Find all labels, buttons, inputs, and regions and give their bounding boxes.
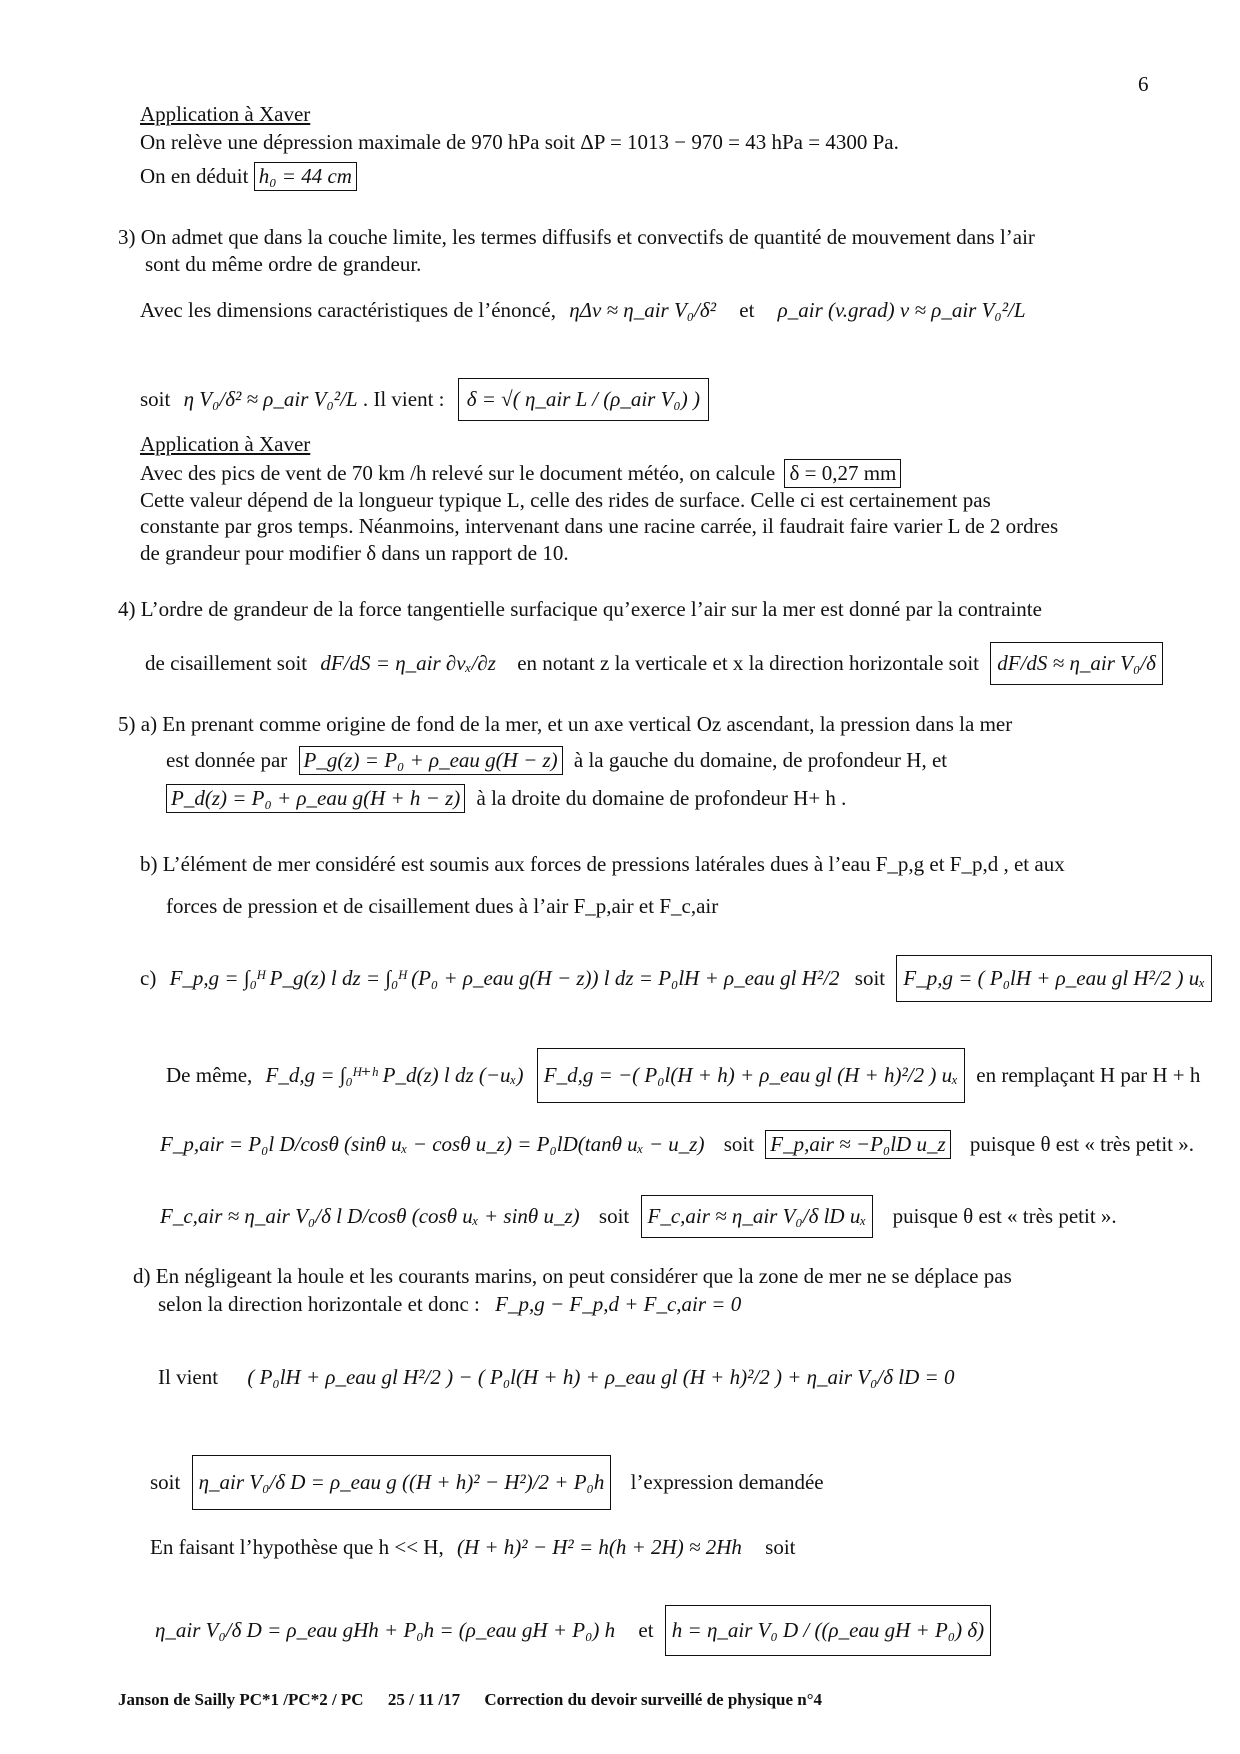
pg-box: P_g(z) = P₀ + ρ_eau g(H − z) <box>299 746 563 775</box>
fdg-result-box: F_d,g = −( P₀l(H + h) + ρ_eau gl (H + h)²/2 ) uₓ <box>537 1048 965 1103</box>
q5b-line2: forces de pression et de cisaillement dues à l’air F_p,air et F_c,air <box>166 894 719 918</box>
h0-result-box: h₀ = 44 cm <box>254 162 357 191</box>
final-equation: η_air V₀/δ D = ρ_eau gHh + P₀h = (ρ_eau gH + P₀) h <box>155 1618 616 1642</box>
delta-value-box: δ = 0,27 mm <box>784 459 901 488</box>
q5d-line2-a: selon la direction horizontale et donc : <box>158 1292 480 1316</box>
q5c-demem-label: De même, <box>166 1063 253 1087</box>
section-heading-xaver-2: Application à Xaver <box>140 432 311 456</box>
expression-result-box: η_air V₀/δ D = ρ_eau g ((H + h)² − H²)/2 + P₀h <box>192 1455 612 1510</box>
q4-stress-equation: dF/dS = η_air ∂vₓ/∂z <box>320 651 496 675</box>
hypothesis-equation: (H + h)² − H² = h(h + 2H) ≈ 2Hh <box>456 1535 742 1559</box>
xaver-2-line1: Avec des pics de vent de 70 km /h relevé sur le document météo, on calcule <box>140 461 776 485</box>
delta-result-box: δ = √( η_air L / (ρ_air V₀) ) <box>458 378 709 421</box>
q3-convective-term: ρ_air (v.grad) v ≈ ρ_air V₀²/L <box>777 298 1026 322</box>
fpair-result-box: F_p,air ≈ −P₀lD u_z <box>765 1130 950 1159</box>
footer-date: 25 / 11 /17 <box>387 1690 461 1709</box>
equilibrium-equation: F_p,g − F_p,d + F_c,air = 0 <box>495 1292 742 1316</box>
section-heading-xaver-1: Application à Xaver <box>140 102 311 126</box>
q5d-hyp-soit: soit <box>765 1535 796 1559</box>
fpg-integral: F_p,g = ∫₀ᴴ P_g(z) l dz = ∫₀ᴴ (P₀ + ρ_eau g(H − z)) l dz = P₀lH + ρ_eau gl H²/2 <box>169 966 840 990</box>
q5b-line1: b) L’élément de mer considéré est soumis aux forces de pressions latérales dues à l’eau F_p,g et F_p,d , et aux <box>140 852 1065 876</box>
q3-line3-text: Avec les dimensions caractéristiques de l’énoncé, <box>140 298 556 322</box>
q3-line1: 3) On admet que dans la couche limite, les termes diffusifs et convectifs de quantité de mouvement dans l’air <box>118 225 1035 249</box>
q5c-eq4-after: puisque θ est « très petit ». <box>892 1204 1117 1228</box>
q5d-hyp-a: En faisant l’hypothèse que h << H, <box>150 1535 444 1559</box>
xaver-2-line3: constante par gros temps. Néanmoins, intervenant dans une racine carrée, il faudrait faire varier L de 2 ordres <box>140 514 1059 538</box>
q4-line2-a: de cisaillement soit <box>145 651 308 675</box>
q3-line2: sont du même ordre de grandeur. <box>145 252 422 276</box>
q3-diffusive-term: ηΔv ≈ η_air V₀/δ² <box>569 298 716 322</box>
q5a-line2-a: est donnée par <box>166 748 288 772</box>
q5d-result-after: l’expression demandée <box>630 1470 824 1494</box>
q5d-final-et: et <box>638 1618 654 1642</box>
q5d-soit: soit <box>150 1470 181 1494</box>
q5a-line1: 5) a) En prenant comme origine de fond de la mer, et un axe vertical Oz ascendant, la pression dans la mer <box>118 712 1013 736</box>
page-number: 6 <box>1138 72 1149 96</box>
footer-title: Correction du devoir surveillé de physique n°4 <box>484 1690 823 1709</box>
pd-box: P_d(z) = P₀ + ρ_eau g(H + h − z) <box>166 784 465 813</box>
q5a-line3-b: à la droite du domaine de profondeur H+ h . <box>476 786 847 810</box>
q5d-il-vient: Il vient <box>158 1365 219 1389</box>
fpg-result-box: F_p,g = ( P₀lH + ρ_eau gl H²/2 ) uₓ <box>896 955 1212 1002</box>
q5c-label: c) <box>140 966 157 990</box>
xaver-2-line2: Cette valeur dépend de la longueur typique L, celle des rides de surface. Celle ci est certainement pas <box>140 488 991 512</box>
q4-result-box: dF/dS ≈ η_air V₀/δ <box>990 642 1163 685</box>
q3-et: et <box>739 298 755 322</box>
h-final-result-box: h = η_air V₀ D / ((ρ_eau gH + P₀) δ) <box>665 1605 991 1656</box>
fpair-equation: F_p,air = P₀l D/cosθ (sinθ uₓ − cosθ u_z) = P₀lD(tanθ uₓ − u_z) <box>160 1132 705 1156</box>
q5c-eq3-soit: soit <box>723 1132 755 1156</box>
q3-il-vient: . Il vient : <box>362 387 445 411</box>
q4-line2-b: en notant z la verticale et x la direction horizontale soit <box>517 651 980 675</box>
fcair-equation: F_c,air ≈ η_air V₀/δ l D/cosθ (cosθ uₓ + sinθ u_z) <box>160 1204 580 1228</box>
q3-soit-equation: η V₀/δ² ≈ ρ_air V₀²/L <box>183 387 358 411</box>
q5d-line1: d) En négligeant la houle et les courants marins, on peut considérer que la zone de mer ne se déplace pas <box>133 1264 1012 1288</box>
footer-school: Janson de Sailly PC*1 /PC*2 / PC <box>118 1690 364 1709</box>
q5c-eq3-after: puisque θ est « très petit ». <box>969 1132 1194 1156</box>
deduit-label: On en déduit <box>140 164 249 188</box>
q4-line1: 4) L’ordre de grandeur de la force tangentielle surfacique qu’exerce l’air sur la mer est donné par la contrainte <box>118 597 1042 621</box>
q3-soit: soit <box>140 387 171 411</box>
q5c-eq2-after: en remplaçant H par H + h <box>976 1063 1201 1087</box>
xaver-2-line4: de grandeur pour modifier δ dans un rapport de 10. <box>140 541 569 565</box>
q5a-line2-b: à la gauche du domaine, de profondeur H, et <box>573 748 948 772</box>
xaver-1-line: On relève une dépression maximale de 970 hPa soit ΔP = 1013 − 970 = 43 hPa = 4300 Pa. <box>140 130 899 154</box>
fcair-result-box: F_c,air ≈ η_air V₀/δ lD uₓ <box>641 1195 874 1238</box>
q5c-eq4-soit: soit <box>598 1204 630 1228</box>
q5c-eq1-soit: soit <box>854 966 886 990</box>
fdg-integral: F_d,g = ∫₀ᴴ⁺ʰ P_d(z) l dz (−uₓ) <box>265 1063 524 1087</box>
il-vient-equation: ( P₀lH + ρ_eau gl H²/2 ) − ( P₀l(H + h) + ρ_eau gl (H + h)²/2 ) + η_air V₀/δ lD = 0 <box>247 1365 955 1389</box>
